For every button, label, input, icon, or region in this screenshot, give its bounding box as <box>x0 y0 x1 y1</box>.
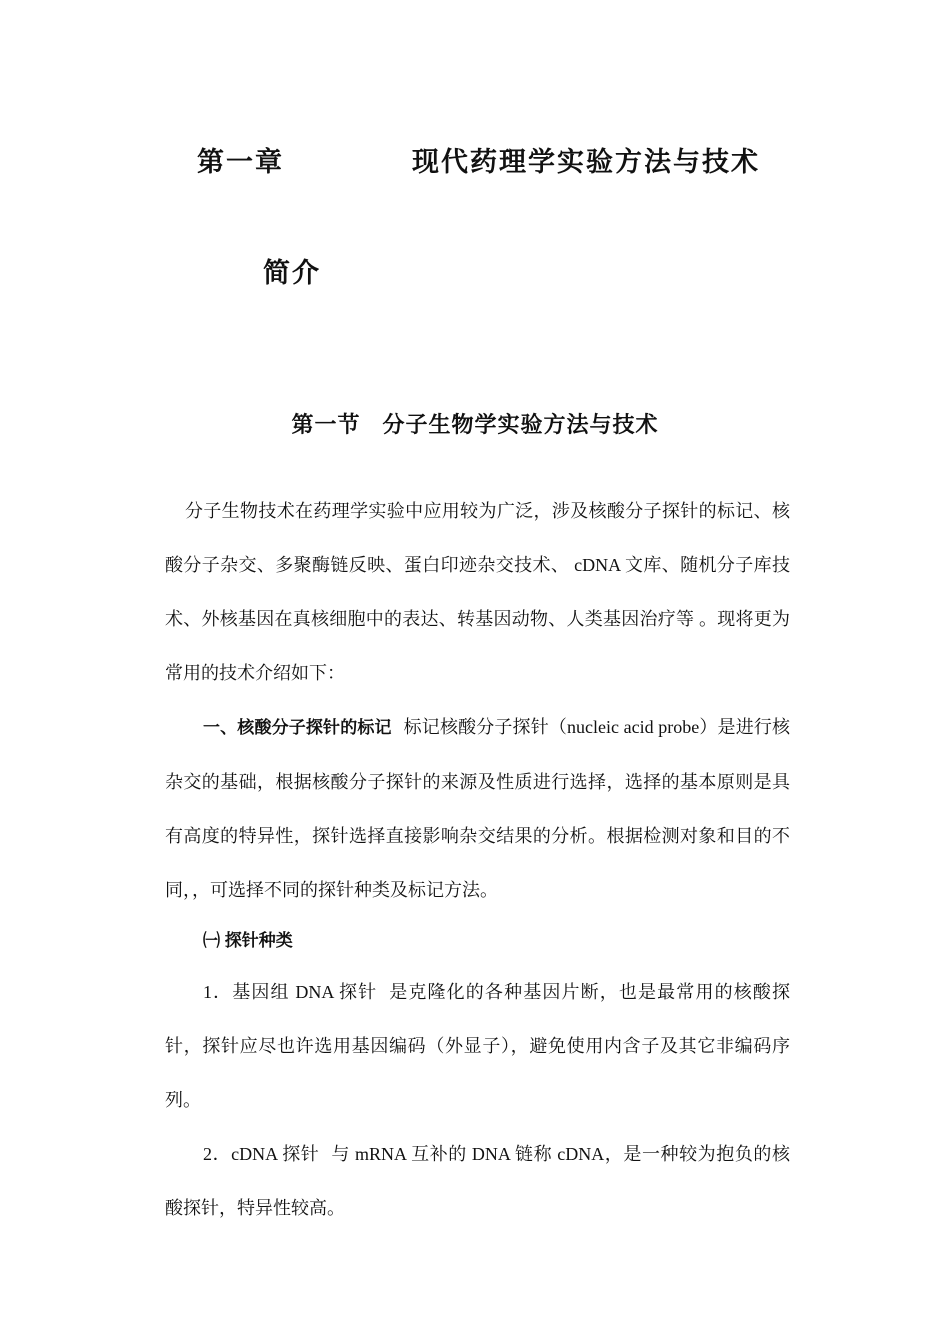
item-text: 与 mRNA 互补的 DNA 链称 cDNA，是一种较为抱负的核酸探针，特异性较高。 <box>165 1144 790 1218</box>
item-label: 2．cDNA 探针 <box>203 1144 320 1164</box>
chapter-number: 第一章 <box>197 147 284 177</box>
section-number: 第一节 <box>291 412 361 437</box>
section-title-text: 分子生物学实验方法与技术 <box>382 412 659 437</box>
intro-paragraph: 分子生物技术在药理学实验中应用较为广泛，涉及核酸分子探针的标记、核酸分子杂交、多聚酶链反映、蛋白印迹杂交技术、 cDNA 文库、随机分子库技术、外核基因在真核细胞中的表达、转基因动物、人类基因治疗等 。现将更为常用的技术介绍如下： <box>165 501 790 683</box>
section-title <box>0 408 950 439</box>
part1-text: 标记核酸分子探针（nucleic acid probe）是进行核杂交的基础，根据核酸分子探针的来源及性质进行选择，选择的基本原则是具有高度的特异性，探针选择直接影响杂交结果的分析。根据检测对象和目的不同，，可选择不同的探针种类及标记方法。 <box>165 717 790 900</box>
part1-paragraph <box>165 700 790 917</box>
item-label: 1．基因组 DNA 探针 <box>203 982 378 1002</box>
list-item <box>165 965 790 1127</box>
document-body <box>165 484 790 1235</box>
subsection-heading: ㈠ 探针种类 <box>203 931 293 950</box>
item-text: 是克隆化的各种基因片断，也是最常用的核酸探针，探针应尽也许选用基因编码（外显子），避免使用内含子及其它非编码序列。 <box>165 982 790 1110</box>
part1-heading: 一、核酸分子探针的标记 <box>203 718 392 737</box>
chapter-title-line1: 现代药理学实验方法与技术 <box>412 147 760 177</box>
chapter-title-line2: 简介 <box>263 258 321 288</box>
list-item <box>165 1127 790 1235</box>
